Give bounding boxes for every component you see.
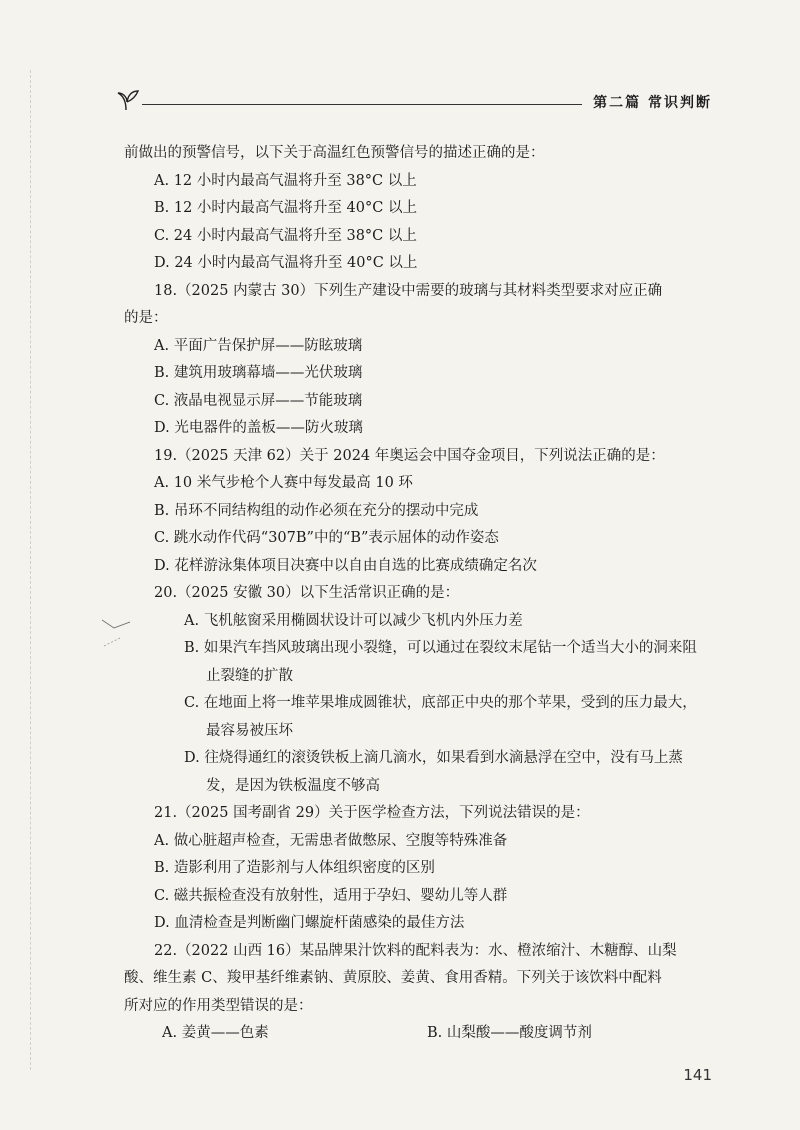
answer-option: D. 血清检查是判断幽门螺旋杆菌感染的最佳方法 [154,915,465,931]
question-stem: 19.（2025 天津 62）关于 2024 年奥运会中国夺金项目，下列说法正确的是： [154,447,665,464]
answer-option-row [124,1020,714,1048]
question-content [124,140,714,1048]
header-rule [142,104,582,105]
answer-option: B. 山梨酸——酸度调节剂 [427,1025,592,1041]
answer-option: B. 12 小时内最高气温将升至 40°C 以上 [154,200,417,216]
answer-option: B. 造影利用了造影剂与人体组织密度的区别 [154,860,435,876]
answer-option: A. 飞机舷窗采用椭圆状设计可以减少飞机内外压力差 [184,612,523,629]
answer-option: B. 建筑用玻璃幕墙——光伏玻璃 [154,365,363,381]
answer-option: D. 24 小时内最高气温将升至 40°C 以上 [154,255,418,271]
answer-option: C. 跳水动作代码“307B”中的“B”表示屈体的动作姿态 [154,530,499,546]
answer-option: C. 液晶电视显示屏——节能玻璃 [154,392,363,409]
answer-option: B. 如果汽车挡风玻璃出现小裂缝，可以通过在裂纹末尾钻一个适当大小的洞来阻 [184,640,697,656]
answer-option: A. 平面广告保护屏——防眩玻璃 [154,337,363,354]
answer-option: C. 24 小时内最高气温将升至 38°C 以上 [154,227,417,244]
text-line: 所对应的作用类型错误的是： [124,997,313,1014]
answer-option: D. 光电器件的盖板——防火玻璃 [154,420,363,436]
answer-option: A. 10 米气步枪个人赛中每发最高 10 环 [154,475,413,491]
answer-option: 发，是因为铁板温度不够高 [206,777,380,794]
leaf-icon [112,84,152,114]
text-line: 的是： [124,310,168,326]
section-title: 第二篇 常识判断 [593,95,712,111]
answer-option: 最容易被压坏 [206,722,293,739]
answer-option: A. 姜黄——色素 [162,1025,269,1041]
question-stem: 21.（2025 国考副省 29）关于医学检查方法，下列说法错误的是： [154,805,590,821]
question-stem: 18.（2025 内蒙古 30）下列生产建设中需要的玻璃与其材料类型要求对应正确 [154,282,663,299]
page-number: 141 [683,1066,712,1084]
answer-option: A. 12 小时内最高气温将升至 38°C 以上 [154,172,417,189]
page-header [112,84,712,114]
answer-option: D. 花样游泳集体项目决赛中以自由自选的比赛成绩确定名次 [154,557,537,574]
answer-option: A. 做心脏超声检查，无需患者做憋尿、空腹等特殊准备 [154,832,508,849]
answer-option: B. 吊环不同结构组的动作必须在充分的摆动中完成 [154,502,479,519]
answer-option: C. 在地面上将一堆苹果堆成圆锥状，底部正中央的那个苹果，受到的压力最大， [184,695,697,711]
question-stem: 20.（2025 安徽 30）以下生活常识正确的是： [154,585,460,601]
scan-edge-artifact [30,70,35,1070]
question-stem: 22.（2022 山西 16）某品牌果汁饮料的配料表为：水、橙浓缩汁、木糖醇、山梨 [154,942,677,959]
text-line: 前做出的预警信号，以下关于高温红色预警信号的描述正确的是： [124,145,545,161]
text-line: 酸、维生素 C、羧甲基纤维素钠、黄原胶、姜黄、食用香精。下列关于该饮料中配料 [124,970,662,986]
answer-option: 止裂缝的扩散 [206,667,293,684]
answer-option: C. 磁共振检查没有放射性，适用于孕妇、婴幼儿等人群 [154,887,508,904]
answer-option: D. 往烧得通红的滚烫铁板上滴几滴水，如果看到水滴悬浮在空中，没有马上蒸 [184,750,683,766]
